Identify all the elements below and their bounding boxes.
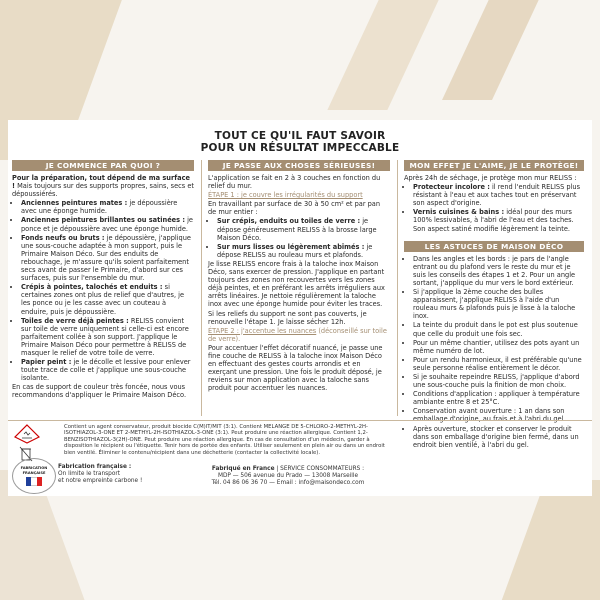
list-item: • Protecteur incolore : il rend l'enduit RELISS plus résistant à l'eau et aux taches tout en préservant son aspect d'origine. bbox=[413, 183, 584, 207]
list-item: • Pour un même chantier, utilisez des pots ayant un même numéro de lot. bbox=[413, 339, 584, 355]
list-item: • Toiles de verre déjà peintes : RELISS convient sur toile de verre uniquement si celle-ci est encore parfaitement collée à son support. J'applique le Primaire Maison Déco pour permettre à RELISS de masquer le relief de votre toile de verre. bbox=[21, 317, 194, 357]
outro-text: En cas de support de couleur très foncée, nous vous recommandons d'appliquer le Primaire Maison Déco. bbox=[12, 383, 187, 400]
bottom-divider bbox=[8, 420, 592, 421]
instruction-card bbox=[8, 120, 592, 496]
list-item: • Anciennes peintures mates : je dépoussière avec une éponge humide. bbox=[21, 199, 194, 215]
paragraph: Je lisse RELISS encore frais à la taloche inox Maison Déco, sans exercer de pression. J'applique en partant toujours des zones non recouvertes vers les zones déjà peintes, et en préférant les arrêts irréguliers aux arrêts linéaires. Je nettoie régulièrement la taloche inox avec une éponge humide pour éviter les traces. bbox=[208, 259, 385, 309]
safety-info: Contient un agent conservateur, produit biocide C(M)IT/MIT (3:1). Contient MELANGE DE 5-CHLORO-2-METHYL-2H-ISOTHIAZOL-3-ONE ET 2-METHYL-2H-ISOTHIAZOL-3-ONE (3:1). Peut produire une réaction allergique. Contient 1,2-BENZISOTHIAZOL-3(2H)-ONE. Peut produire une réaction allergique. En cas de consultation d'un médecin, garder à disposition le récipient ou l'étiquette. Tenir hors de portée des enfants. Utiliser seulement en plein air ou dans un endroit bien ventilé. Éliminer le contenu/récipient dans une déchetterie (contacter la collectivité locale). bbox=[64, 424, 385, 456]
list-item: • Vernis cuisines & bains : idéal pour des murs 100% lessivables, à l'abri de l'eau et des taches. Son aspect satiné modifie légèrement la teinte. bbox=[413, 208, 584, 232]
section-header: JE COMMENCE PAR QUOI ? bbox=[12, 160, 194, 171]
paragraph: L'application se fait en 2 à 3 couches en fonction du relief du mur. bbox=[208, 174, 381, 191]
french-flag-icon bbox=[26, 477, 42, 486]
list-item: • Conservation avant ouverture : 1 an dans son bbox=[413, 407, 584, 423]
list-item: • Anciennes peintures brillantes ou satinées : je ponce et je dépoussière avec une éponge humide. bbox=[21, 216, 194, 232]
column-divider bbox=[397, 160, 398, 416]
made-in-france-text: Fabrication française : On limite le transport et notre empreinte carbone ! bbox=[58, 464, 143, 484]
application-list bbox=[208, 217, 390, 258]
section-header: LES ASTUCES DE MAISON DÉCO bbox=[404, 241, 584, 252]
list-item: • Si j'applique la 2ème couche des bulles apparaissent, j'applique RELISS à l'aide d'un rouleau murs & plafonds puis je lisse à la taloche inox. bbox=[413, 288, 584, 320]
paragraph: En travaillant par surface de 30 à 50 cm² et par pan de mur entier : bbox=[208, 200, 381, 217]
list-item: • Sur murs lisses ou légèrement abîmés : je dépose RELISS au rouleau murs et plafonds. bbox=[217, 243, 390, 259]
bg-stripe bbox=[495, 480, 600, 600]
page-title: TOUT CE QU'IL FAUT SAVOIR POUR UN RÉSULTAT IMPECCABLE bbox=[200, 130, 400, 154]
section-header: MON EFFET JE L'AIME, JE LE PROTÈGE! bbox=[404, 160, 584, 171]
protection-list bbox=[404, 183, 584, 233]
paragraph: Pour accentuer l'effet décoratif nuancé, je passe une fine couche de RELISS à la taloche inox Maison Déco en effectuant des gestes courts arrondis et en exerçant une pression. Une fois le produit déposé, je reviens sur mon application avec la taloche sans produit pour accentuer les nuances. bbox=[208, 343, 383, 393]
list-item: • La teinte du produit dans le pot est plus soutenue que celle du produit une fois sec. bbox=[413, 321, 584, 337]
intro-text: Pour la préparation, tout dépend de ma surface ! Mais toujours sur des supports propres, sains, secs et dépoussiérés. bbox=[12, 174, 194, 199]
list-item: • Dans les angles et les bords : je pars de l'angle entrant ou du plafond vers le reste du mur et je suis les conseils des étapes 1 et 2. Pour un angle sortant, j'applique du mur vers le bord extérieur. bbox=[413, 255, 584, 287]
list-item: • Fonds neufs ou bruts : je dépoussière, j'applique une sous-couche adaptée à mon support, puis le Primaire Maison Déco. Sur des enduits de rebouchage, je m'assure qu'ils soient parfaitement secs avant de passer le Primaire, d'abord sur ces surfaces, puis sur l'ensemble du mur. bbox=[21, 234, 194, 283]
preparation-list bbox=[12, 199, 194, 382]
environment-hazard-icon bbox=[14, 424, 40, 444]
bg-stripe bbox=[327, 0, 452, 110]
paragraph: Après 24h de séchage, je protège mon mur RELISS : bbox=[404, 174, 577, 182]
french-made-badge: FABRICATION FRANÇAISE bbox=[12, 458, 56, 494]
list-item: • Sur crépis, enduits ou toiles de verre : je dépose généreusement RELISS à la brosse large Maison Déco. bbox=[217, 217, 390, 241]
column-application bbox=[208, 160, 390, 393]
list-item: • Crépis à pointes, talochés et enduits : si certaines zones ont plus de relief que d'autres, je les ponce ou je les casse avec un couteau à enduire, puis je dépoussière. bbox=[21, 283, 194, 315]
bg-stripe bbox=[442, 0, 548, 100]
paragraph: Si les reliefs du support ne sont pas couverts, je renouvelle l'étape 1. Je laisse sécher 12h. bbox=[208, 309, 367, 326]
step-2-title: ÉTAPE 2 : j'accentue les nuances (déconseillé sur toile de verre). bbox=[208, 326, 387, 343]
column-preparation bbox=[12, 160, 194, 401]
list-item: • Papier peint : je le décolle et lessive pour enlever toute trace de colle et j'applique une sous-couche isolante. bbox=[21, 358, 194, 382]
section-header: JE PASSE AUX CHOSES SÉRIEUSES! bbox=[208, 160, 390, 171]
list-item: • Pour un rendu harmonieux, il est préférable qu'une seule personne réalise entièrement le décor. bbox=[413, 356, 584, 372]
list-item: • Après ouverture, stocker et conserver le produit dans son emballage d'origine bien fermé, dans un endroit bien ventilé, à l'abri du gel. bbox=[413, 425, 584, 449]
consumer-service: Fabriqué en France | SERVICE CONSOMMATEURS : MDP — 506 avenue du Prado — 13008 Marseille Tél. 04 86 06 36 70 — Email : info@maisondeco.com bbox=[211, 466, 365, 486]
footer bbox=[8, 422, 592, 494]
column-protection bbox=[404, 160, 584, 450]
list-item: • Si je souhaite repeindre RELISS, j'applique d'abord une sous-couche puis la finition de mon choix. bbox=[413, 373, 584, 389]
list-item: • Conditions d'application : appliquer à température ambiante entre 8 et 25°C. bbox=[413, 390, 584, 406]
column-divider bbox=[201, 160, 202, 416]
step-1-title: ÉTAPE 1 : je couvre les irrégularités du support bbox=[208, 191, 363, 200]
